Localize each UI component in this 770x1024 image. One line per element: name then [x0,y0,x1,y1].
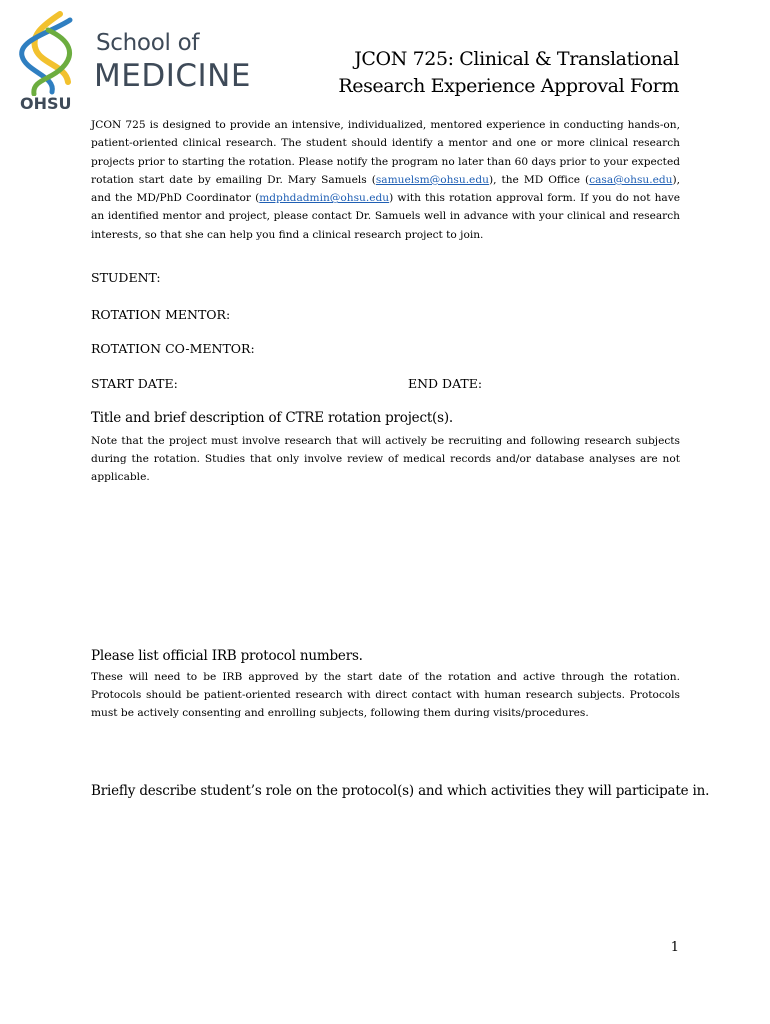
intro-text-2: ), the MD Office ( [488,173,590,186]
logo-school-of-text: School of [96,30,200,56]
intro-paragraph [91,116,680,244]
logo-ohsu-text: OHSU [20,94,72,113]
project-section-heading: Title and brief description of CTRE rotation project(s). [91,410,454,426]
ohsu-helix-logo-icon [12,10,92,96]
rotation-mentor-field-label: ROTATION MENTOR: [91,307,231,322]
intro-text-3: ), and the MD/PhD Coordinator ( [91,173,680,205]
end-date-field-label: END DATE: [408,376,483,391]
rotation-co-mentor-field-label: ROTATION CO-MENTOR: [91,341,255,356]
ohsu-school-of-medicine-logo [12,10,272,120]
start-date-field-label: START DATE: [91,376,178,391]
intro-text-4: ) with this rotation approval form. If you do not have an identified mentor and project, please contact Dr. Samuels well in advance with your clinical and research interests, so that she can help you find a clinical research project to join. [91,192,680,241]
form-title [338,46,679,100]
form-title-line-2: Research Experience Approval Form [338,75,679,97]
page-number: 1 [670,940,679,955]
email-link-md-office[interactable]: casa@ohsu.edu [589,173,673,186]
intro-text-1: JCON 725 is designed to provide an intensive, individualized, mentored experience in conducting hands-on, patient-oriented clinical research. The student should identify a mentor and one or more clinical research projects prior to starting the rotation. Please notify the program no later than 60 days prior to your expected rotation start date by emailing Dr. Mary Samuels ( [91,119,680,186]
role-section-heading: Briefly describe student’s role on the protocol(s) and which activities they will participate in. [91,783,710,799]
form-title-line-1: JCON 725: Clinical & Translational [354,48,679,70]
email-link-samuels[interactable]: samuelsm@ohsu.edu [375,173,489,186]
project-section-note: Note that the project must involve research that will actively be recruiting and following research subjects during the rotation. Studies that only involve review of medical records and/or database analyses are not applicable. [91,435,680,484]
student-field-label: STUDENT: [91,270,161,285]
irb-section-heading: Please list official IRB protocol numbers. [91,648,363,664]
logo-medicine-text: MEDICINE [94,58,251,94]
email-link-mdphd-coordinator[interactable]: mdphdadmin@ohsu.edu [259,192,390,205]
irb-section-note: These will need to be IRB approved by the start date of the rotation and active through the rotation. Protocols should be patient-oriented research with direct contact with human research subjects. Protocols must be actively consenting and enrolling subjects, following them during visits/procedures. [91,671,680,720]
